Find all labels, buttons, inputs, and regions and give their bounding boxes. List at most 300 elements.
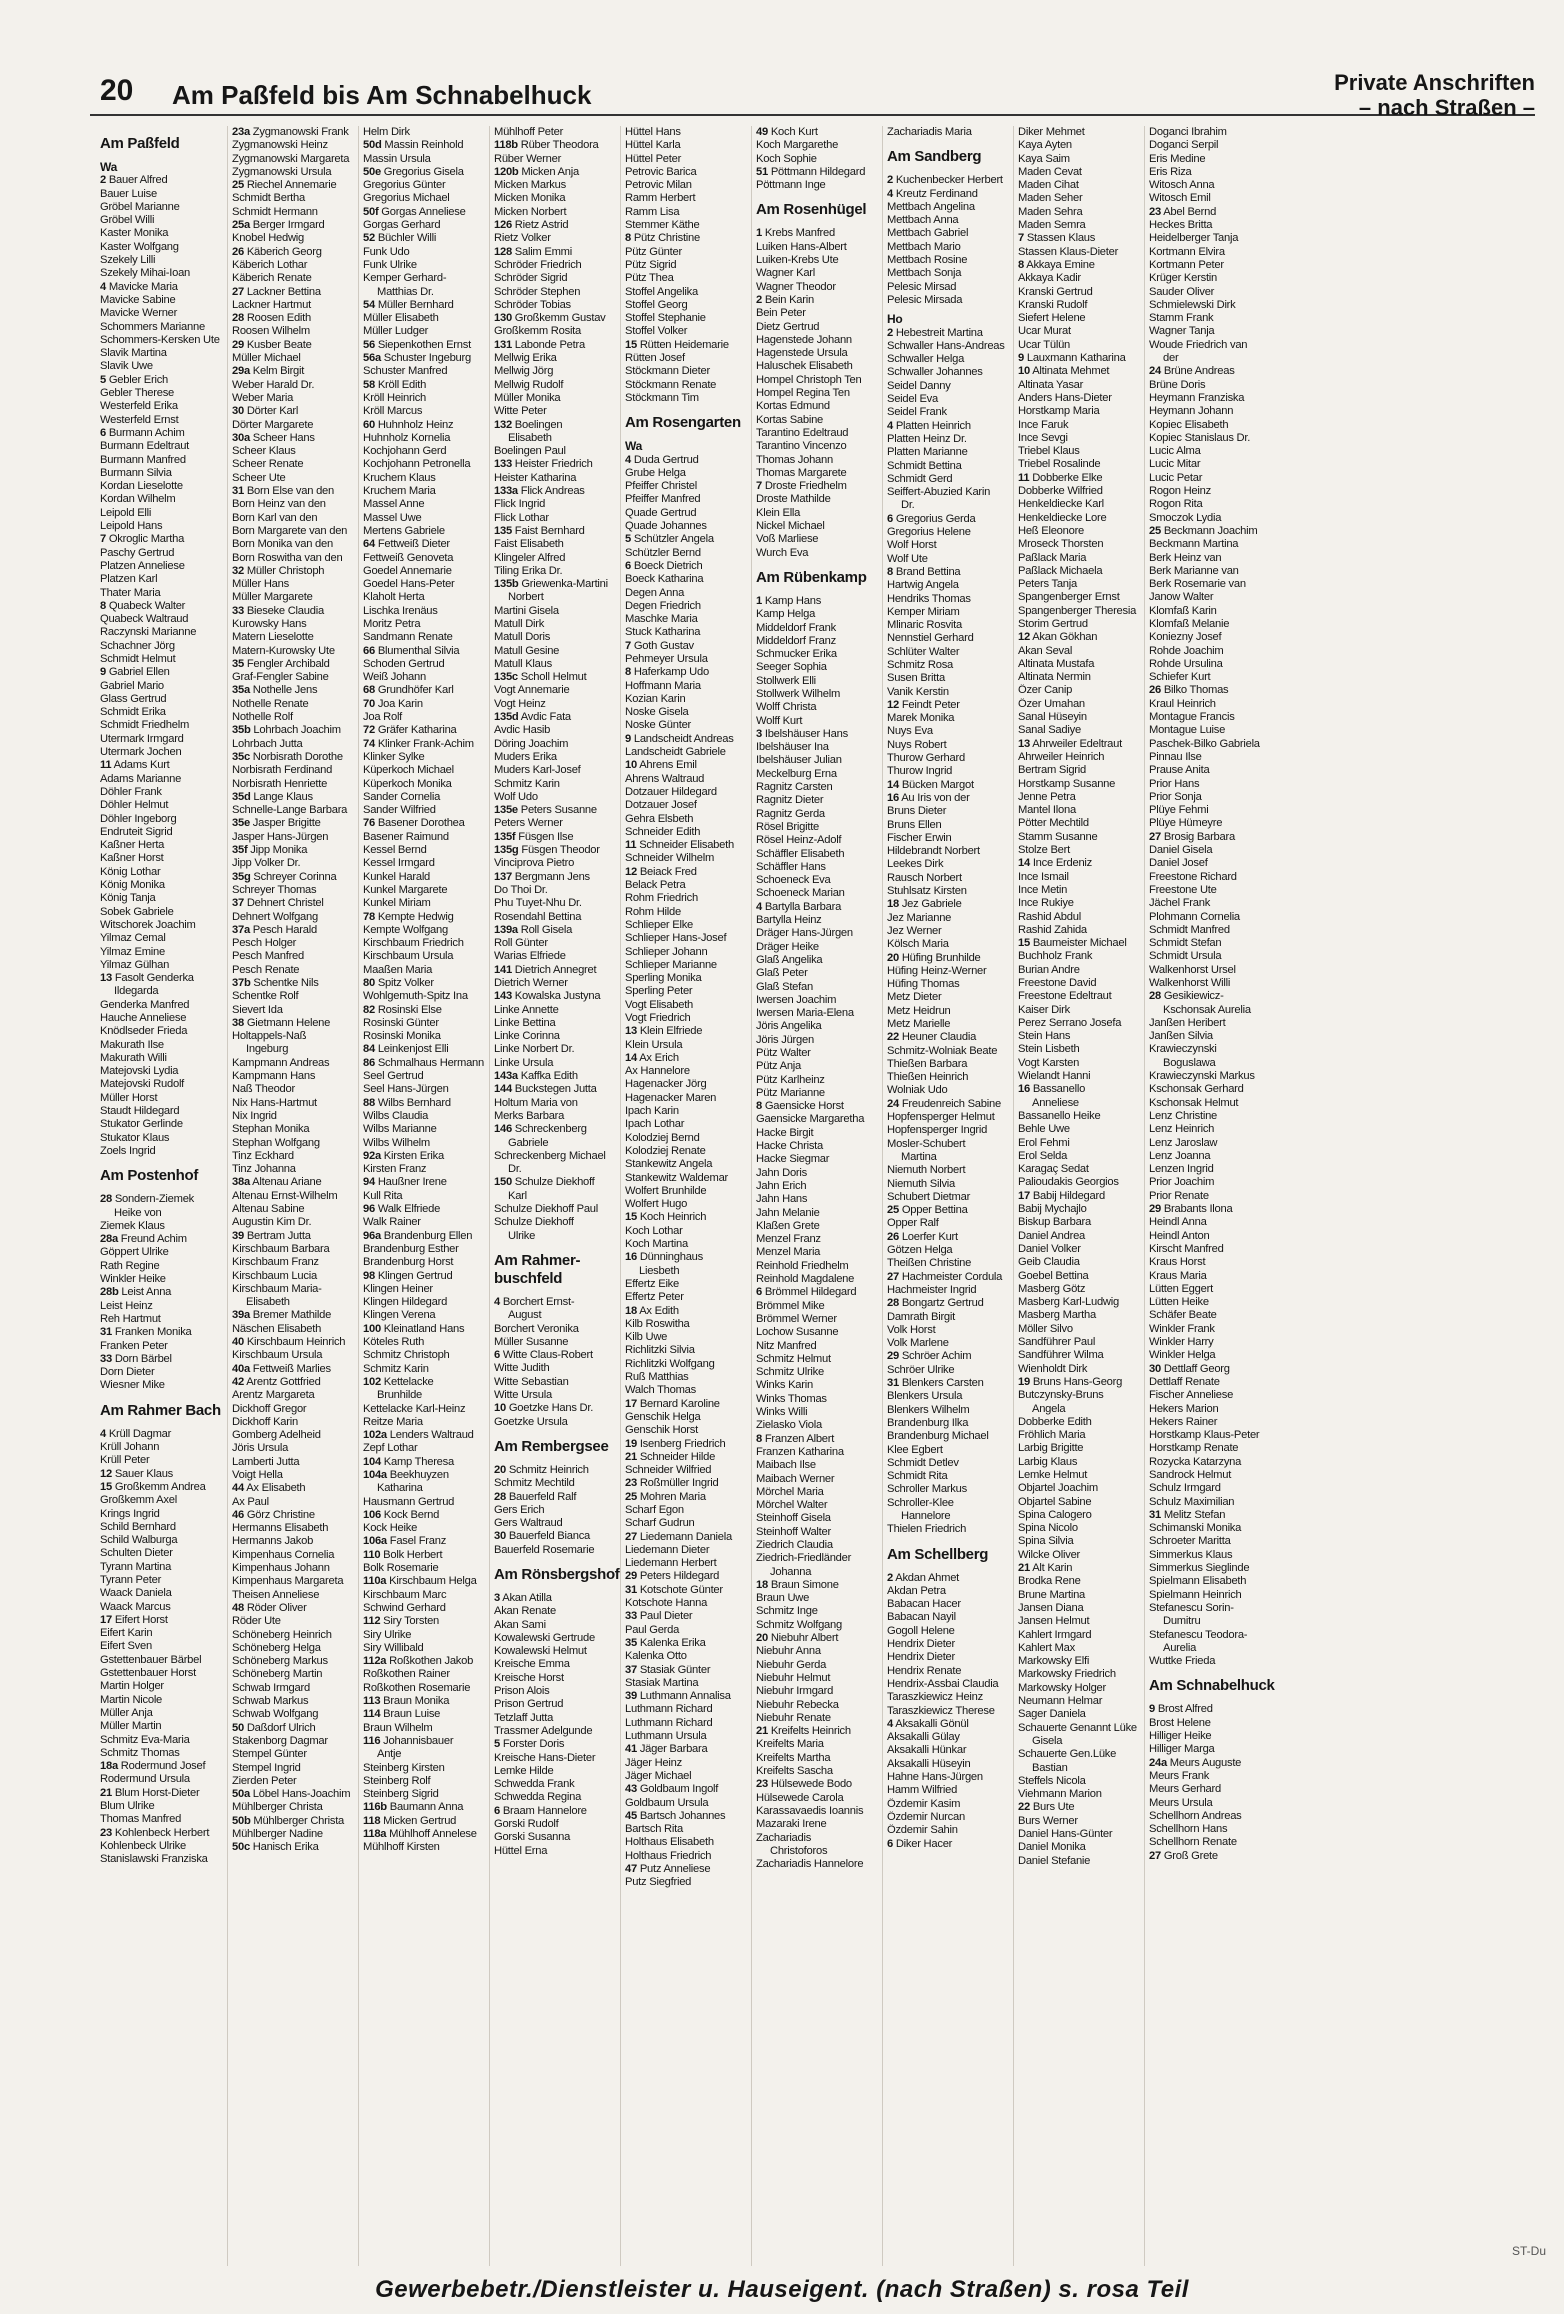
resident-entry (1149, 1030, 1275, 1043)
resident-entry (1018, 1336, 1144, 1349)
house-number: 4 (756, 900, 762, 913)
resident-entry (1149, 1535, 1275, 1548)
resident-name: Müller Ludger (363, 325, 429, 338)
resident-name: Geib Claudia (1018, 1256, 1080, 1269)
resident-entry (887, 1705, 1013, 1718)
entry-continuation (1018, 1735, 1144, 1748)
house-number: 49 (756, 126, 768, 138)
resident-name: Ragnitz Carsten (756, 781, 833, 794)
resident-name: Koch Heinrich (639, 1211, 707, 1224)
resident-entry (232, 857, 358, 870)
house-number: 60 (363, 418, 375, 431)
resident-name: der (1163, 352, 1179, 365)
resident-name: Johannisbauer (383, 1734, 454, 1747)
resident-entry (625, 1570, 751, 1583)
resident-entry (100, 1747, 227, 1760)
resident-name: Haußner Irene (377, 1176, 447, 1189)
resident-entry (1149, 1137, 1275, 1150)
resident-entry (887, 952, 1013, 965)
resident-entry (232, 671, 358, 684)
house-number: 135c (494, 671, 518, 684)
resident-entry (625, 1876, 751, 1889)
house-number: 106 (363, 1508, 381, 1521)
resident-entry (1018, 1496, 1144, 1509)
resident-name: Rosinski Monika (363, 1030, 441, 1043)
resident-name: Hartwig Angela (887, 579, 959, 592)
resident-name: Schützler Angela (633, 533, 714, 546)
resident-name: Kampmann Andreas (232, 1056, 330, 1069)
resident-entry (756, 595, 882, 608)
resident-entry (494, 844, 620, 857)
resident-name: Niebuhr Gerda (756, 1658, 827, 1671)
house-number: 21 (625, 1450, 637, 1463)
resident-name: Prior Joachim (1149, 1176, 1215, 1189)
resident-entry (363, 911, 489, 924)
resident-name: Pütz Marianne (756, 1086, 825, 1099)
resident-name: Dickhoff Karin (232, 1415, 298, 1428)
resident-entry (494, 286, 620, 299)
resident-name: Vogt Friedrich (625, 1012, 691, 1024)
house-number: 41 (625, 1743, 637, 1756)
resident-name: Jasper Hans-Jürgen (232, 830, 329, 843)
resident-entry (1149, 631, 1275, 644)
resident-name: Staudt Hildegard (100, 1105, 180, 1118)
resident-name: Leekes Dirk (887, 858, 944, 871)
resident-entry (1018, 964, 1144, 977)
resident-entry (232, 698, 358, 711)
resident-entry (1149, 1429, 1275, 1442)
resident-entry (100, 254, 227, 267)
resident-entry (232, 1283, 358, 1296)
resident-name: Maden Cevat (1018, 165, 1082, 178)
resident-name: Witosch Anna (1149, 179, 1215, 192)
resident-entry (232, 804, 358, 817)
resident-name: Scheer Klaus (232, 445, 296, 458)
resident-entry (494, 472, 620, 485)
resident-entry (363, 339, 489, 352)
resident-entry (363, 738, 489, 751)
resident-name: Schroeter Maritta (1149, 1535, 1231, 1548)
house-number: 4 (887, 1717, 893, 1730)
resident-name: Elisabeth (246, 1296, 290, 1309)
resident-entry (756, 1034, 882, 1047)
resident-entry (494, 1416, 620, 1429)
resident-name: Schwedda Frank (494, 1778, 575, 1791)
resident-name: Pinnau Ilse (1149, 750, 1202, 763)
resident-entry (494, 1004, 620, 1017)
house-number: 1 (756, 227, 762, 240)
resident-entry (887, 1018, 1013, 1031)
resident-entry (756, 715, 882, 728)
resident-entry (1149, 1602, 1275, 1615)
resident-name: Hüttel Karla (625, 139, 681, 152)
resident-name: Rosinski Günter (363, 1016, 439, 1029)
resident-entry (100, 746, 227, 759)
resident-entry (363, 764, 489, 777)
resident-entry (494, 671, 620, 684)
resident-entry (756, 1286, 882, 1299)
resident-entry (232, 352, 358, 365)
resident-name: Micken Anja (521, 165, 579, 178)
resident-name: Füsgen Theodor (521, 844, 600, 857)
resident-name: Kimpenhaus Cornelia (232, 1548, 335, 1561)
resident-entry (100, 188, 227, 201)
resident-entry (625, 1065, 751, 1078)
resident-entry (1018, 578, 1144, 591)
resident-entry (363, 857, 489, 870)
resident-entry (100, 799, 227, 812)
resident-entry (232, 924, 358, 937)
resident-name: Nuys Robert (887, 738, 947, 751)
resident-name: Mosler-Schubert (887, 1137, 966, 1150)
resident-name: Gorski Susanna (494, 1831, 571, 1844)
resident-name: Belack Petra (625, 879, 686, 892)
resident-name: Bauerfeld Rosemarie (494, 1543, 595, 1556)
resident-name: Schlieper Elke (625, 918, 694, 931)
resident-name: Katharina (377, 1482, 423, 1495)
resident-entry (887, 1111, 1013, 1124)
resident-name: Wilbs Bernhard (377, 1096, 451, 1109)
resident-name: Kurowsky Hans (232, 617, 307, 630)
resident-name: Norbisrath Dorothe (252, 750, 343, 763)
resident-entry (494, 1296, 620, 1309)
resident-name: Bilko Thomas (1163, 684, 1229, 697)
resident-name: Niebuhr Renate (756, 1711, 831, 1724)
resident-name: Hilliger Marga (1149, 1743, 1215, 1756)
resident-entry (756, 981, 882, 994)
resident-name: Liedemann Dieter (625, 1543, 710, 1556)
resident-entry (887, 1798, 1013, 1811)
resident-entry (887, 1638, 1013, 1651)
resident-entry (232, 272, 358, 285)
house-number: 47 (625, 1863, 637, 1875)
resident-name: Roosen Wilhelm (232, 325, 310, 338)
resident-entry (1018, 857, 1144, 870)
resident-name: Pütz Christine (633, 232, 700, 245)
resident-entry (363, 512, 489, 525)
resident-entry (232, 1522, 358, 1535)
resident-entry (1149, 485, 1275, 498)
resident-entry (625, 959, 751, 972)
resident-name: Brost Alfred (1157, 1703, 1213, 1716)
resident-name: Arentz Gottfried (246, 1375, 321, 1388)
page-header (90, 70, 1535, 120)
resident-entry (232, 512, 358, 525)
resident-entry (756, 1180, 882, 1193)
resident-entry (363, 1668, 489, 1681)
resident-name: Altenau Ariane (252, 1176, 322, 1189)
resident-entry (756, 533, 882, 546)
resident-name: Brömmel Werner (756, 1312, 837, 1325)
resident-name: Rodermund Josef (120, 1760, 206, 1773)
house-number: 17 (1018, 1189, 1030, 1202)
resident-entry (100, 706, 227, 719)
resident-name: Kuchenbecker Herbert (895, 174, 1003, 187)
resident-entry (756, 1207, 882, 1220)
house-number: 35 (625, 1636, 637, 1649)
resident-entry (100, 1260, 227, 1273)
resident-entry (756, 1153, 882, 1166)
resident-name: Schäffler Hans (756, 860, 826, 873)
resident-entry (100, 1286, 227, 1299)
resident-entry (494, 1672, 620, 1685)
house-number: 27 (232, 285, 244, 298)
resident-name: Yilmaz Emine (100, 945, 165, 958)
resident-name: Stempel Günter (232, 1748, 307, 1761)
resident-name: Leipold Elli (100, 506, 152, 519)
resident-entry (756, 1659, 882, 1672)
resident-entry (625, 1823, 751, 1836)
house-number: 30 (1149, 1362, 1161, 1375)
resident-name: Kotschote Hanna (625, 1597, 708, 1610)
resident-name: Bremer Mathilde (252, 1309, 332, 1322)
resident-entry (756, 1858, 882, 1871)
resident-name: Franzen Albert (764, 1432, 835, 1445)
resident-name: Mellwig Erika (494, 352, 557, 365)
resident-name: Quabeck Walter (108, 599, 186, 612)
resident-entry (363, 645, 489, 658)
resident-name: Steffels Nicola (1018, 1774, 1086, 1787)
resident-entry (625, 1411, 751, 1424)
resident-entry (1018, 1602, 1144, 1615)
resident-name: Käberich Renate (232, 272, 312, 285)
resident-name: Zygmanowski Ursula (232, 165, 332, 178)
resident-name: Schröer Ulrike (887, 1363, 955, 1376)
house-number: 7 (1018, 232, 1024, 245)
resident-name: Luthmann Annalisa (639, 1690, 731, 1703)
resident-entry (494, 1778, 620, 1791)
resident-name: Dehnert Christel (246, 897, 324, 910)
resident-entry (887, 1244, 1013, 1257)
resident-name: Sperling Peter (625, 985, 693, 998)
resident-name: Massin Reinhold (384, 139, 464, 152)
resident-entry (756, 1725, 882, 1738)
resident-name: Rütten Heidemarie (639, 338, 729, 351)
resident-name: Rietz Volker (494, 232, 551, 245)
resident-entry (1149, 1270, 1275, 1283)
resident-entry (887, 1625, 1013, 1638)
resident-entry (625, 826, 751, 839)
resident-name: Mettbach Anna (887, 214, 959, 227)
resident-entry (625, 773, 751, 786)
directory-column (358, 126, 489, 2266)
resident-entry (887, 765, 1013, 778)
resident-entry (232, 937, 358, 950)
resident-entry (756, 1818, 882, 1831)
district-label: Wa (625, 439, 643, 454)
resident-name: Riechel Annemarie (246, 179, 337, 192)
resident-name: Stempel Ingrid (232, 1761, 301, 1774)
house-number: 92a (363, 1149, 381, 1162)
resident-entry (756, 387, 882, 400)
resident-name: Hendrix Dieter (887, 1651, 956, 1664)
resident-entry (232, 1535, 358, 1548)
resident-name: Schreyer Corinna (253, 870, 337, 883)
resident-name: Sobek Gabriele (100, 905, 174, 918)
resident-entry (363, 591, 489, 604)
resident-entry (100, 414, 227, 427)
resident-entry (232, 1163, 358, 1176)
resident-entry (494, 1752, 620, 1765)
resident-entry (100, 1800, 227, 1813)
resident-entry (232, 844, 358, 857)
directory-columns (96, 126, 1551, 2266)
resident-name: Seel Hans-Jürgen (363, 1083, 449, 1096)
resident-name: Anneliese (1032, 1096, 1079, 1109)
resident-name: Micken Gertrud (383, 1814, 457, 1827)
resident-entry (887, 938, 1013, 951)
resident-name: Simmerkus Sieglinde (1149, 1562, 1250, 1575)
entry-continuation (363, 1482, 489, 1495)
house-number: 8 (756, 1100, 762, 1113)
resident-entry (494, 552, 620, 565)
house-number: 70 (363, 697, 375, 710)
entry-continuation (1018, 1403, 1144, 1416)
street-heading: Am Rosengarten (625, 414, 741, 432)
resident-entry (232, 1642, 358, 1655)
resident-name: Schmidt Ursula (1149, 950, 1222, 963)
resident-entry (1149, 831, 1275, 844)
resident-name: Hendrix-Assbai Claudia (887, 1677, 999, 1690)
resident-entry (363, 1522, 489, 1535)
resident-name: Matull Dirk (494, 617, 545, 630)
resident-entry (363, 791, 489, 804)
resident-entry (625, 286, 751, 299)
resident-name: Stefanescu Sorin- (1149, 1601, 1234, 1614)
resident-name: Gesikiewicz- (1163, 990, 1224, 1003)
resident-entry (756, 1300, 882, 1313)
resident-entry (494, 1150, 620, 1163)
resident-name: Dr. (901, 499, 915, 512)
resident-name: Kraus Maria (1149, 1269, 1207, 1282)
resident-entry (100, 547, 227, 560)
resident-entry (756, 1087, 882, 1100)
resident-entry (756, 1100, 882, 1113)
house-number: 130 (494, 312, 512, 325)
resident-name: Rosinski Else (377, 1003, 442, 1016)
house-number: 23 (625, 1477, 637, 1490)
resident-name: Szekely Lilli (100, 254, 156, 267)
resident-entry (625, 799, 751, 812)
resident-entry (1018, 778, 1144, 791)
resident-name: Iwersen Maria-Elena (756, 1007, 854, 1020)
resident-entry (1149, 139, 1275, 152)
resident-name: Müller Christoph (246, 564, 325, 577)
resident-name: Jez Marianne (887, 911, 952, 924)
house-number: 33 (232, 604, 244, 617)
resident-name: Droste Mathilde (756, 493, 831, 506)
resident-name: Wurch Eva (756, 546, 809, 559)
resident-entry (232, 1615, 358, 1628)
house-number: 104a (363, 1468, 387, 1481)
resident-entry (756, 1260, 882, 1273)
resident-entry (625, 1185, 751, 1198)
resident-entry (887, 1497, 1013, 1510)
house-number: 50f (363, 205, 379, 218)
resident-entry (363, 897, 489, 910)
resident-entry (756, 166, 882, 179)
resident-name: Stukator Klaus (100, 1131, 170, 1144)
resident-name: Norbisrath Henriette (232, 777, 328, 790)
resident-entry (1018, 286, 1144, 299)
resident-entry (363, 179, 489, 192)
house-number: 16 (1018, 1083, 1030, 1096)
resident-name: Feindt Peter (901, 698, 960, 711)
resident-name: Smoczok Lydia (1149, 511, 1222, 524)
resident-name: Bruns Dieter (887, 805, 947, 818)
resident-entry (494, 645, 620, 658)
resident-name: Janßen Silvia (1149, 1030, 1213, 1043)
resident-entry (625, 560, 751, 573)
resident-entry (1149, 1376, 1275, 1389)
resident-name: Seidel Frank (887, 406, 947, 419)
resident-name: Kirschbaum Franz (232, 1256, 319, 1269)
resident-name: Holthaus Elisabeth (625, 1836, 714, 1849)
resident-entry (232, 1270, 358, 1283)
resident-name: Burmann Edeltraut (100, 440, 190, 453)
resident-name: Müller Monika (494, 391, 561, 404)
resident-entry (625, 547, 751, 560)
resident-entry (232, 1655, 358, 1668)
resident-entry (363, 1203, 489, 1216)
house-number: 6 (100, 426, 106, 439)
resident-name: Stollwerk Elli (756, 674, 816, 687)
resident-entry (232, 232, 358, 245)
resident-entry (1149, 1757, 1275, 1770)
resident-name: Gaensicke Horst (764, 1100, 844, 1113)
resident-name: Scheer Hans (252, 431, 315, 444)
resident-entry (1018, 618, 1144, 631)
resident-name: Schentke Nils (253, 977, 319, 989)
resident-name: Niebuhr Albert (770, 1632, 839, 1645)
resident-name: Hüttel Erna (494, 1844, 548, 1857)
resident-entry (756, 294, 882, 307)
resident-entry (756, 1326, 882, 1339)
resident-name: Ibelshäuser Ina (756, 741, 829, 754)
resident-name: Mettbach Sonja (887, 267, 962, 280)
resident-entry (1018, 1575, 1144, 1588)
resident-entry (494, 791, 620, 804)
resident-name: Kamp Hans (764, 594, 822, 607)
resident-entry (1149, 1349, 1275, 1362)
resident-name: Brandenburg Michael (887, 1430, 989, 1443)
house-number: 46 (232, 1508, 244, 1521)
resident-entry (625, 1052, 751, 1065)
resident-name: Kreische Hans-Dieter (494, 1751, 596, 1764)
resident-entry (887, 1523, 1013, 1536)
resident-name: Witosch Emil (1149, 192, 1211, 205)
resident-name: Schöneberg Martin (232, 1668, 323, 1681)
resident-name: Jansen Diana (1018, 1601, 1084, 1614)
house-number: 100 (363, 1322, 381, 1335)
resident-entry (100, 1667, 227, 1680)
resident-name: Iwersen Joachim (756, 993, 837, 1006)
resident-name: Larbig Klaus (1018, 1455, 1078, 1468)
resident-entry (1149, 1203, 1275, 1216)
resident-name: Wilbs Wilhelm (363, 1136, 430, 1149)
resident-name: Lucic Mitar (1149, 458, 1201, 471)
resident-entry (1149, 565, 1275, 578)
resident-entry (232, 1070, 358, 1083)
resident-name: Rashid Zahida (1018, 923, 1087, 936)
resident-name: Altenau Ernst-Wilhelm (232, 1189, 338, 1202)
resident-name: Spitz Volker (377, 977, 434, 989)
resident-entry (363, 352, 489, 365)
resident-name: Behle Uwe (1018, 1123, 1070, 1136)
house-number: 116 (363, 1734, 381, 1747)
resident-name: Möller Silvo (1018, 1322, 1073, 1335)
directory-column (751, 126, 882, 2266)
